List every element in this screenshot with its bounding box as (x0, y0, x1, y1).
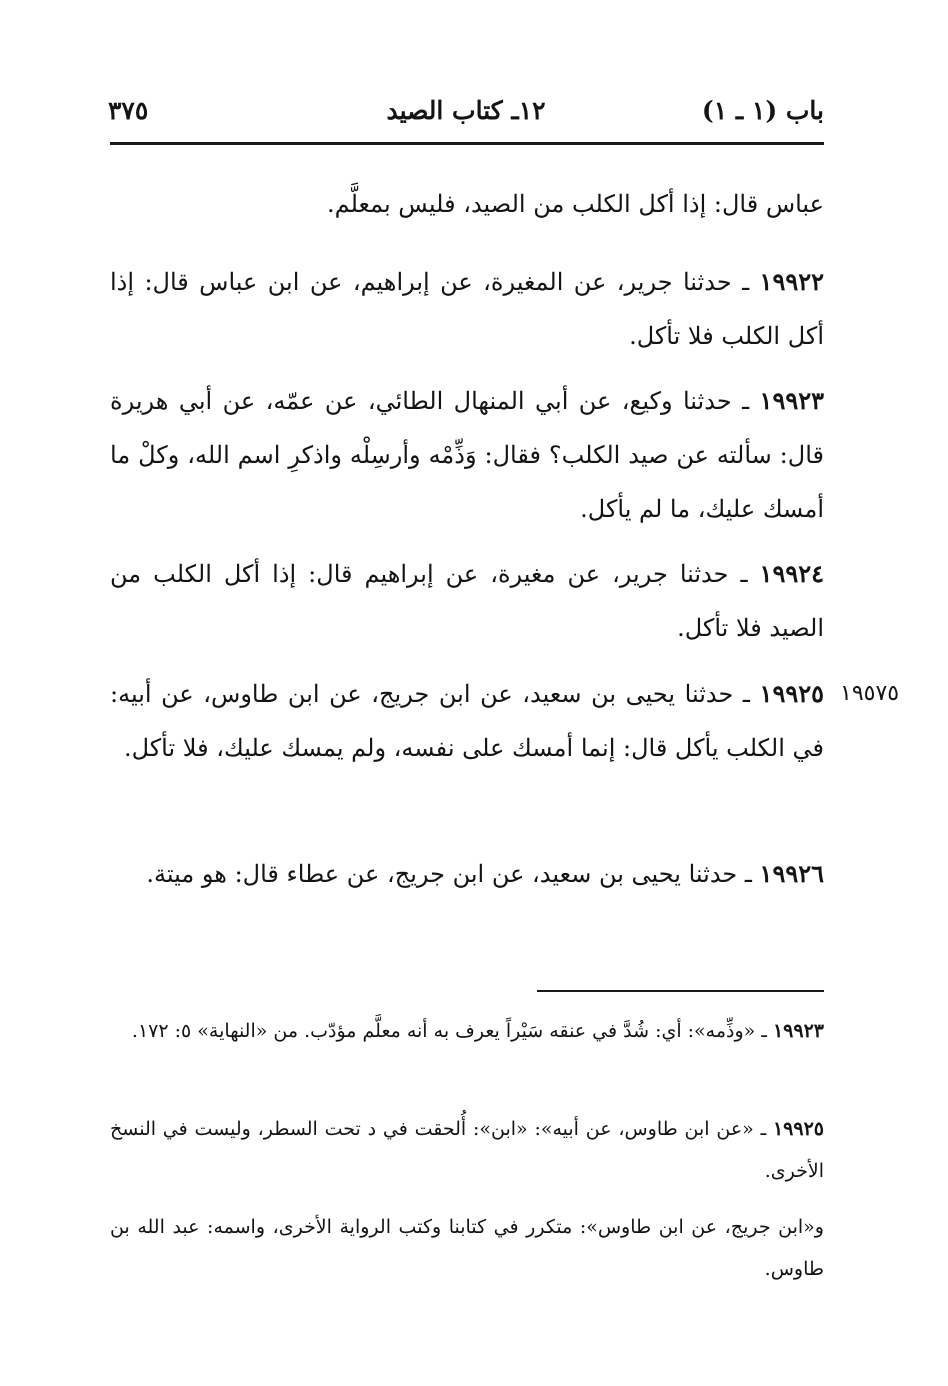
chapter-heading: باب (١ ـ ١) (701, 96, 824, 125)
hadith-text: ـ حدثنا يحيى بن سعيد، عن ابن جريج، عن عطاء قال: هو ميتة. (146, 860, 752, 888)
hadith-paragraph (110, 255, 824, 363)
hadith-text: ـ حدثنا وكيع، عن أبي المنهال الطائي، عن عمّه، عن أبي هريرة قال: سألته عن صيد الكلب؟ فقال: وَذِّمْه وأرسِلْه واذكرِ اسم الله، وكلْ ما أمسك عليك، ما لم يأكل. (110, 387, 824, 523)
footnote-text: ـ «عن ابن طاوس، عن أبيه»: «ابن»: أُلحقت في د تحت السطر، وليست في النسخ الأخرى. (110, 1118, 824, 1182)
page-number: ٣٧٥ (108, 96, 149, 125)
hadith-text: ـ حدثنا جرير، عن مغيرة، عن إبراهيم قال: إذا أكل الكلب من الصيد فلا تأكل. (110, 560, 824, 642)
footnote-number: ١٩٩٢٣ (772, 1020, 824, 1042)
footnote-separator (537, 990, 824, 992)
margin-reference-number: ١٩٥٧٥ (840, 681, 900, 706)
footnote-text: و«ابن جريج، عن ابن طاوس»: متكرر في كتابنا وكتب الرواية الأخرى، واسمه: عبد الله بن طاوس. (110, 1216, 824, 1280)
hadith-number: ١٩٩٢٣ (759, 386, 824, 415)
footnote (110, 1206, 824, 1290)
footnote (110, 1108, 824, 1192)
hadith-paragraph (110, 847, 824, 901)
hadith-number: ١٩٩٢٢ (759, 267, 824, 296)
footnote-text: ـ «وذِّمه»: أي: شُدَّ في عنقه سَيْراً يعرف به أنه معلَّم مؤدّب. من «النهاية» ٥: ١٧٢. (131, 1020, 767, 1042)
page-header (108, 96, 824, 136)
hadith-paragraph (110, 374, 824, 536)
hadith-number: ١٩٩٢٥ (759, 679, 824, 708)
footnotes (110, 1010, 824, 1300)
hadith-text: ـ حدثنا جرير، عن المغيرة، عن إبراهيم، عن ابن عباس قال: إذا أكل الكلب فلا تأكل. (110, 268, 824, 350)
header-rule (110, 142, 824, 145)
hadith-text: ـ حدثنا يحيى بن سعيد، عن ابن جريج، عن ابن طاوس، عن أبيه: في الكلب يأكل قال: إنما أمسك على نفسه، ولم يمسك عليك، فلا تأكل. (110, 680, 824, 762)
hadith-number: ١٩٩٢٤ (759, 559, 824, 588)
hadith-text: عباس قال: إذا أكل الكلب من الصيد، فليس بمعلَّم. (327, 190, 824, 218)
hadith-paragraph (110, 667, 824, 775)
hadith-number: ١٩٩٢٦ (759, 859, 824, 888)
book-title: ١٢ـ كتاب الصيد (386, 96, 546, 125)
footnote (110, 1010, 824, 1052)
paragraph-continuation (110, 177, 824, 231)
main-text (110, 177, 824, 957)
footnote-number: ١٩٩٢٥ (772, 1118, 824, 1140)
hadith-paragraph (110, 547, 824, 655)
